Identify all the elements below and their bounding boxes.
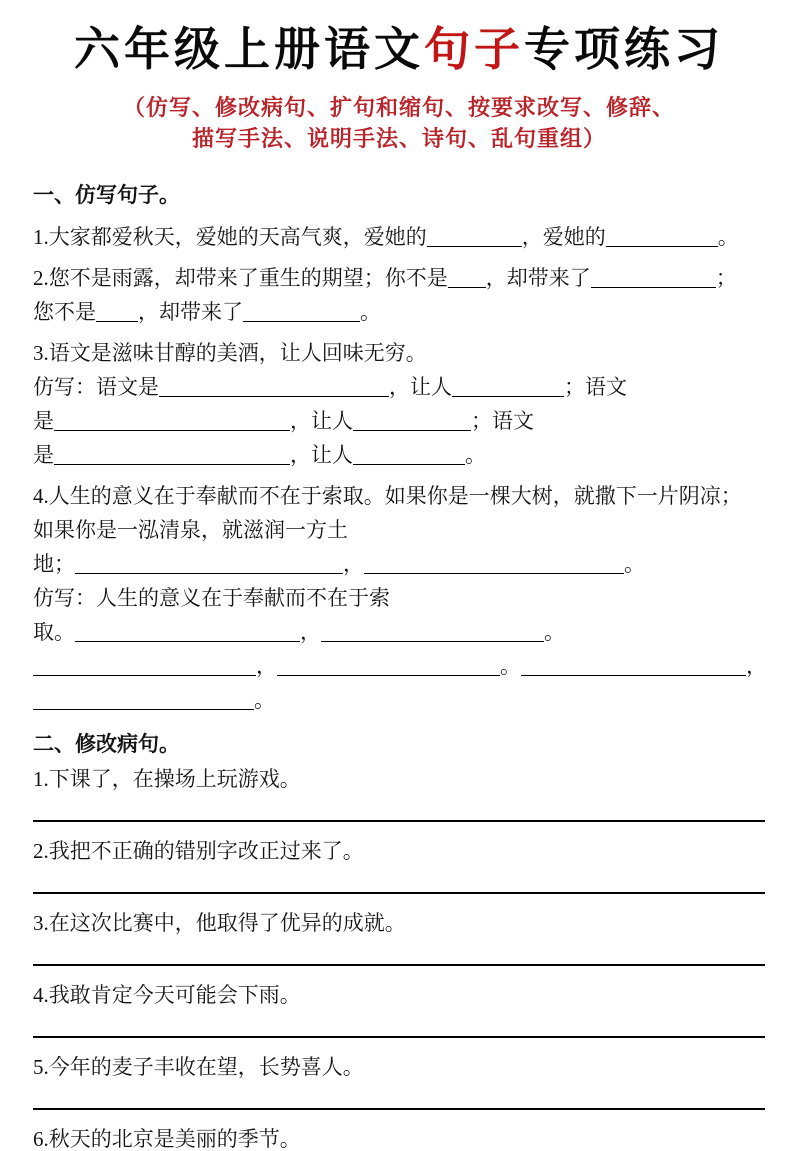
q1-text: 1.大家都爱秋天，爱她的天高气爽，爱她的 xyxy=(33,225,427,249)
q3-mid: ，让人 xyxy=(389,375,452,399)
q1-text-2: ，爱她的 xyxy=(521,225,606,249)
fix-item-1: 1.下课了，在操场上玩游戏。 xyxy=(33,767,301,791)
subtitle-line-1: （仿写、修改病句、扩句和缩句、按要求改写、修辞、 xyxy=(122,95,675,120)
subtitle xyxy=(33,92,765,154)
section2-items xyxy=(33,767,765,1151)
q2-mid: ，却带来了 xyxy=(485,266,591,290)
answer-blank xyxy=(452,383,564,397)
q2-period: 。 xyxy=(360,300,381,324)
q4-comma-2: ， xyxy=(300,620,321,644)
answer-blank xyxy=(75,628,300,642)
q3-tail-2: ；语文 xyxy=(471,409,534,433)
subtitle-line-2: 描写手法、说明手法、诗句、乱句重组） xyxy=(191,126,606,151)
question-4-final-blank-row xyxy=(33,683,765,717)
question-4-blank-row xyxy=(33,649,765,683)
page-title xyxy=(33,20,765,80)
q3-lead: 仿写：语文是 xyxy=(33,375,159,399)
q4-period: 。 xyxy=(624,552,645,576)
q2-semicolon: ； xyxy=(715,266,737,290)
answer-line xyxy=(33,892,765,894)
answer-blank xyxy=(96,308,138,322)
q2-text: 2.您不是雨露，却带来了重生的期望；你不是 xyxy=(33,266,448,290)
answer-blank xyxy=(427,233,522,247)
q3-mid-3: ，让人 xyxy=(290,443,353,467)
answer-blank xyxy=(606,233,718,247)
answer-line xyxy=(33,1036,765,1038)
answer-blank xyxy=(33,662,256,676)
q4-mimic-lead: 取。 xyxy=(33,620,75,644)
q3-period: 。 xyxy=(465,443,486,467)
q4-lead: 地； xyxy=(33,552,75,576)
q4-period-4: 。 xyxy=(254,688,275,712)
q3-mid-2: ，让人 xyxy=(290,409,353,433)
question-1 xyxy=(33,220,765,254)
section2-heading: 二、修改病句。 xyxy=(33,732,180,756)
question-3-mimic-line-3 xyxy=(33,438,765,472)
answer-blank xyxy=(521,662,746,676)
answer-line xyxy=(33,964,765,966)
title-suffix: 专项练习 xyxy=(524,24,724,75)
answer-blank xyxy=(33,696,254,710)
question-2-line-2 xyxy=(33,295,765,329)
q2-mid-2: ，却带来了 xyxy=(138,300,243,324)
answer-blank xyxy=(54,451,290,465)
question-1-line xyxy=(33,225,739,249)
title-prefix: 六年级上册语文 xyxy=(74,24,424,75)
question-2-line-1 xyxy=(33,261,765,295)
answer-line xyxy=(33,1108,765,1110)
q4-comma: ， xyxy=(343,552,364,576)
answer-blank xyxy=(75,560,343,574)
question-4-stem-line-2: 如果你是一泓清泉，就滋润一方土 xyxy=(33,518,348,542)
answer-blank xyxy=(448,274,486,288)
question-3-mimic-line-2 xyxy=(33,404,765,438)
answer-blank xyxy=(353,417,471,431)
question-4-stem-line-1: 4.人生的意义在于奉献而不在于索取。如果你是一棵大树，就撒下一片阴凉； xyxy=(33,484,742,508)
question-3-mimic-line-1 xyxy=(33,370,765,404)
question-2 xyxy=(33,261,765,329)
answer-blank xyxy=(591,274,716,288)
answer-blank xyxy=(54,417,290,431)
q4-period-3: 。 xyxy=(500,654,521,678)
answer-blank xyxy=(243,308,360,322)
fix-item-5: 5.今年的麦子丰收在望，长势喜人。 xyxy=(33,1055,364,1079)
fix-item-6: 6.秋天的北京是美丽的季节。 xyxy=(33,1127,301,1151)
title-highlight: 句子 xyxy=(424,24,524,75)
question-3 xyxy=(33,336,765,472)
question-4-stem-line-3 xyxy=(33,547,765,581)
q2-text-2: 您不是 xyxy=(33,300,96,324)
question-4 xyxy=(33,479,765,717)
q1-period: 。 xyxy=(717,225,739,249)
question-4-mimic-line-2 xyxy=(33,615,765,649)
answer-line xyxy=(33,820,765,822)
q3-tail: ；语文 xyxy=(564,375,627,399)
q4-comma-4: ， xyxy=(746,654,767,678)
q4-period-2: 。 xyxy=(544,620,565,644)
fix-item-3: 3.在这次比赛中，他取得了优异的成就。 xyxy=(33,911,406,935)
fix-item-4: 4.我敢肯定今天可能会下雨。 xyxy=(33,983,301,1007)
answer-blank xyxy=(321,628,544,642)
fix-item-2: 2.我把不正确的错别字改正过来了。 xyxy=(33,839,364,863)
answer-blank xyxy=(364,560,624,574)
section1-heading: 一、仿写句子。 xyxy=(33,183,180,207)
answer-blank xyxy=(353,451,465,465)
answer-blank xyxy=(159,383,389,397)
q4-comma-3: ， xyxy=(256,654,277,678)
question-3-stem: 3.语文是滋味甘醇的美酒，让人回味无穷。 xyxy=(33,341,427,365)
q3-cont-2: 是 xyxy=(33,443,54,467)
q3-cont: 是 xyxy=(33,409,54,433)
question-4-mimic-line-1: 仿写：人生的意义在于奉献而不在于索 xyxy=(33,586,390,610)
answer-blank xyxy=(277,662,500,676)
